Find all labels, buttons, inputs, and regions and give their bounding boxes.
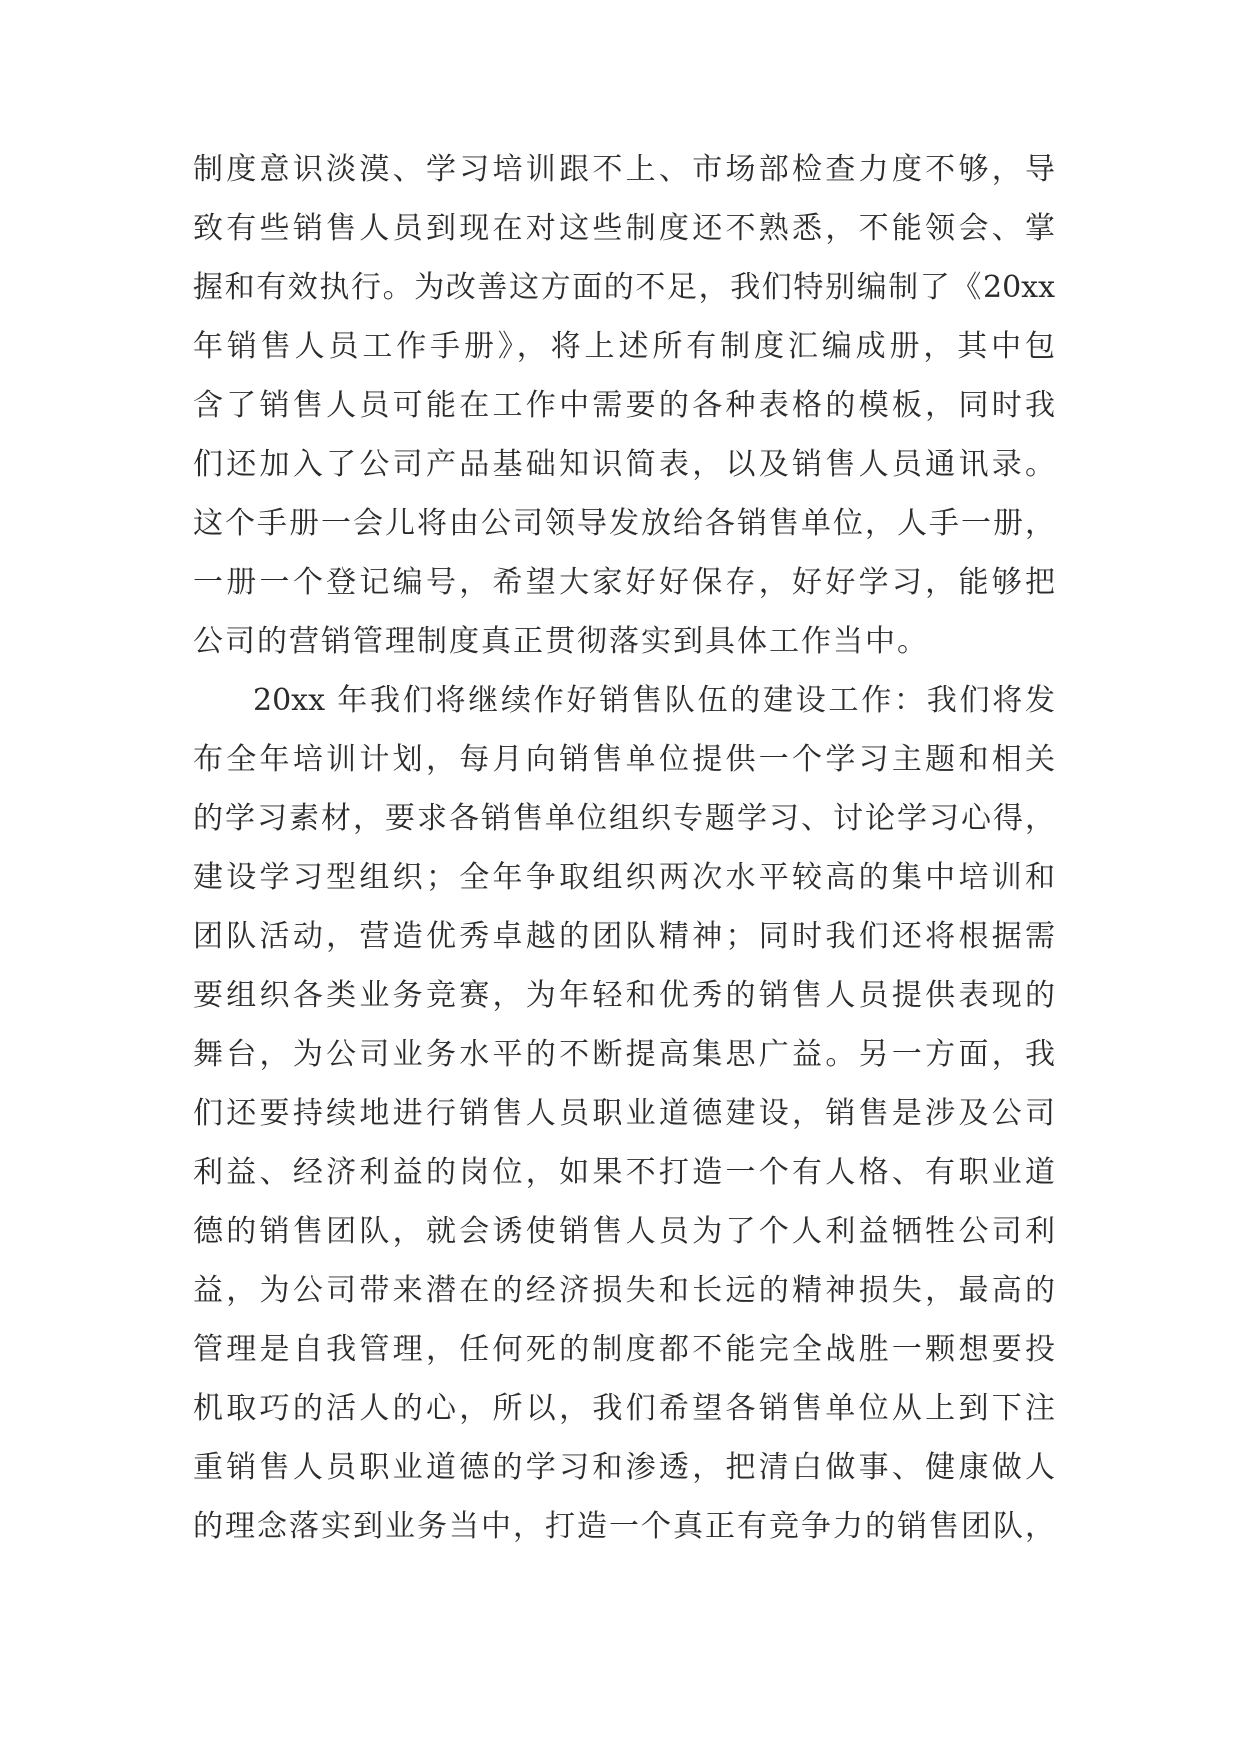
text-line: 德的销售团队，就会诱使销售人员为了个人利益牺牲公司利 bbox=[193, 1214, 1055, 1249]
text-line: 要组织各类业务竞赛，为年轻和优秀的销售人员提供表现的 bbox=[193, 978, 1055, 1013]
text-line: 一册一个登记编号，希望大家好好保存，好好学习，能够把 bbox=[193, 565, 1055, 600]
text-line: 利益、经济利益的岗位，如果不打造一个有人格、有职业道 bbox=[193, 1155, 1055, 1190]
text-line: 重销售人员职业道德的学习和渗透，把清白做事、健康做人 bbox=[193, 1450, 1055, 1485]
text-line: 们还要持续地进行销售人员职业道德建设，销售是涉及公司 bbox=[193, 1096, 1055, 1131]
text-line: 这个手册一会儿将由公司领导发放给各销售单位，人手一册， bbox=[193, 506, 1055, 541]
text-line: 团队活动，营造优秀卓越的团队精神；同时我们还将根据需 bbox=[193, 919, 1055, 954]
text-line: 舞台，为公司业务水平的不断提高集思广益。另一方面，我 bbox=[193, 1037, 1055, 1072]
text-line: 们还加入了公司产品基础知识简表，以及销售人员通讯录。 bbox=[193, 447, 1055, 482]
text-line: 公司的营销管理制度真正贯彻落实到具体工作当中。 bbox=[193, 624, 929, 659]
text-line: 布全年培训计划，每月向销售单位提供一个学习主题和相关 bbox=[193, 742, 1055, 777]
text-line: 的学习素材，要求各销售单位组织专题学习、讨论学习心得， bbox=[193, 801, 1055, 836]
text-line: 制度意识淡漠、学习培训跟不上、市场部检查力度不够，导 bbox=[193, 152, 1055, 187]
text-line: 建设学习型组织；全年争取组织两次水平较高的集中培训和 bbox=[193, 860, 1055, 895]
text-line: 握和有效执行。为改善这方面的不足，我们特别编制了《20xx bbox=[193, 270, 1055, 305]
text-line: 年销售人员工作手册》，将上述所有制度汇编成册，其中包 bbox=[193, 329, 1055, 364]
text-line: 的理念落实到业务当中，打造一个真正有竞争力的销售团队， bbox=[193, 1509, 1055, 1544]
text-line: 管理是自我管理，任何死的制度都不能完全战胜一颗想要投 bbox=[193, 1332, 1055, 1367]
text-line: 益，为公司带来潜在的经济损失和长远的精神损失，最高的 bbox=[193, 1273, 1055, 1308]
text-line: 机取巧的活人的心，所以，我们希望各销售单位从上到下注 bbox=[193, 1391, 1055, 1426]
text-line: 含了销售人员可能在工作中需要的各种表格的模板，同时我 bbox=[193, 388, 1055, 423]
text-line: 致有些销售人员到现在对这些制度还不熟悉，不能领会、掌 bbox=[193, 211, 1055, 246]
paragraph-first-line: 20xx 年我们将继续作好销售队伍的建设工作：我们将发 bbox=[253, 683, 1055, 718]
